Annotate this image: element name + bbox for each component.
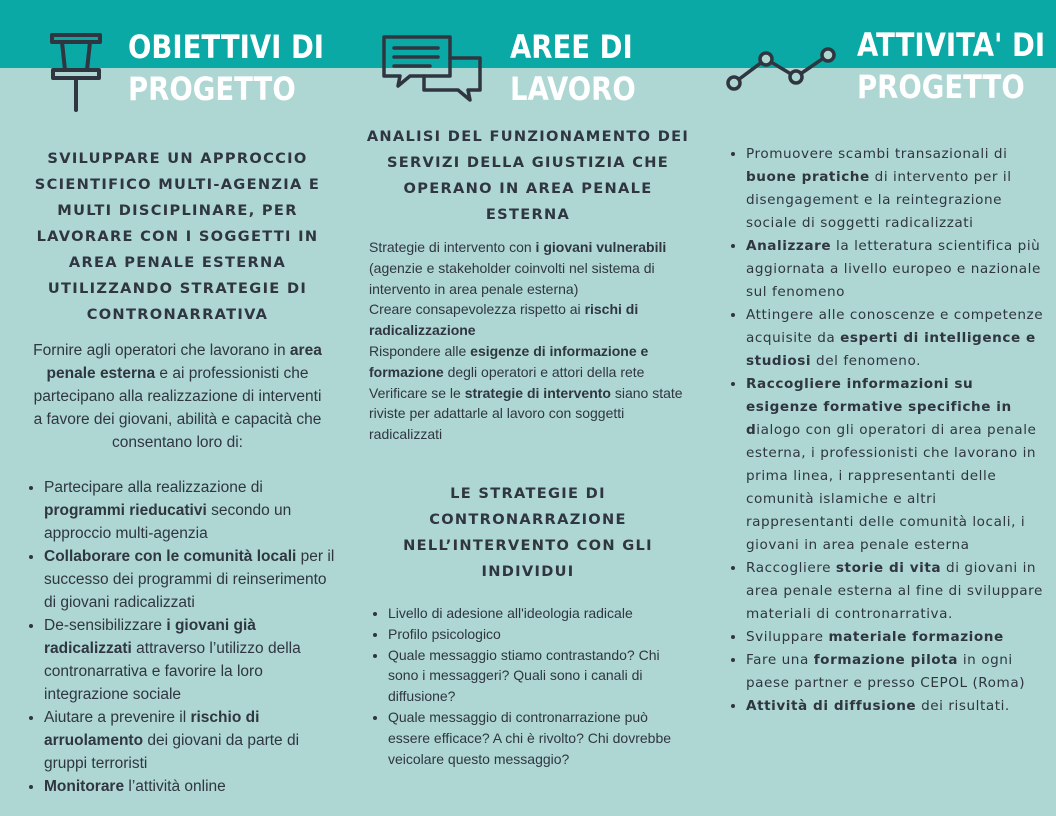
bold-text: esigenze di informazione e formazione <box>369 342 649 380</box>
list-item <box>746 143 1048 235</box>
bold-text: i giovani vulnerabili <box>535 239 667 255</box>
bold-text: area penale esterna <box>46 342 322 382</box>
activities-list <box>722 143 1048 718</box>
text-run: Raccogliere <box>746 560 836 576</box>
text-run: De-sensibilizzare <box>44 617 167 634</box>
bold-text: storie di vita <box>835 560 942 576</box>
text-run: attraverso l’utilizzo della contronarrativa e favorire la loro integrazione sociale <box>44 640 301 703</box>
list-item <box>388 624 686 645</box>
work-areas-heading: ANALISI DEL FUNZIONAMENTO DEI SERVIZI DELLA GIUSTIZIA CHE OPERANO IN AREA PENALE ESTERNA <box>366 128 690 223</box>
list-item <box>388 603 686 624</box>
col1-title <box>128 26 324 110</box>
col1-title-line2: PROGETTO <box>128 70 296 108</box>
objectives-intro <box>10 339 345 454</box>
list-item <box>746 373 1048 557</box>
text-run: siano state riviste per adattarle al lavoro con soggetti radicalizzati <box>369 384 683 443</box>
text-run: Promuovere scambi transazionali di <box>746 146 1008 162</box>
paragraph <box>369 299 688 341</box>
list-item <box>746 235 1048 304</box>
text-run: Quale messaggio stiamo contrastando? Chi sono i messaggeri? Quali sono i canali di diffusione? <box>388 646 660 705</box>
list-item <box>44 706 337 775</box>
paragraph <box>369 341 688 383</box>
list-item <box>44 775 337 798</box>
objectives-heading: SVILUPPARE UN APPROCCIO SCIENTIFICO MULTI-AGENZIA E MULTI DISCIPLINARE, PER LAVORARE CON I SOGGETTI IN AREA PENALE ESTERNA UTILIZZANDO STRATEGIE DI CONTRONARRATIVA <box>34 150 321 323</box>
text-run: Strategie di intervento con <box>369 239 536 255</box>
column-objectives <box>10 146 345 798</box>
col2-title <box>510 26 636 110</box>
col1-title-line1: OBIETTIVI DI <box>128 28 325 66</box>
text-run: Aiutare a prevenire il <box>44 709 191 726</box>
text-run: di intervento per il disengagement e la reintegrazione sociale di soggetti radicalizzati <box>746 169 1012 231</box>
list-item <box>44 545 337 614</box>
col2-title-line1: AREE DI <box>510 28 633 66</box>
text-run: di giovani in area penale esterna al fine di sviluppare materiali di contronarrativa. <box>746 560 1043 622</box>
list-item <box>746 649 1048 695</box>
counter-narrative-heading: LE STRATEGIE DI CONTRONARRAZIONE NELL’INTERVENTO CON GLI INDIVIDUI <box>403 484 653 580</box>
text-run: Partecipare alla realizzazione di <box>44 479 263 496</box>
bold-text: rischi di radicalizzazione <box>369 301 639 339</box>
col2-title-line2: LAVORO <box>510 70 636 108</box>
text-run: Fare una <box>746 652 814 668</box>
text-run: e ai professionisti che partecipano alla realizzazione di interventi a favore dei giovani, abilità e capacità che consentano loro di: <box>33 365 322 451</box>
text-run: Attingere alle conoscenze e competenze acquisite da <box>746 307 1044 346</box>
text-run: Rispondere alle <box>369 342 471 359</box>
text-run: del fenomeno. <box>811 353 921 369</box>
column-activities <box>722 143 1048 718</box>
bold-text: Attività di diffusione <box>746 698 917 714</box>
bold-text: programmi rieducativi <box>44 502 207 519</box>
text-run: Quale messaggio di contronarrazione può essere efficace? A chi è rivolto? Chi dovrebbe veicolare questo messaggio? <box>388 708 672 767</box>
text-run: Livello di adesione all'ideologia radicale <box>388 604 633 621</box>
pin-icon <box>48 30 104 114</box>
bold-text: materiale formazione <box>828 629 1004 645</box>
list-item <box>746 557 1048 626</box>
text-run: secondo un approccio multi-agenzia <box>44 502 292 542</box>
text-run: Verificare se le <box>369 384 465 401</box>
bold-text: Raccogliere informazioni su esigenze formative specifiche in d <box>746 376 1012 438</box>
list-item <box>746 695 1048 718</box>
text-run: Fornire agli operatori che lavorano in <box>33 342 290 359</box>
bold-text: buone pratiche <box>746 169 870 185</box>
bold-text: esperti di intelligence e studiosi <box>746 330 1036 369</box>
paragraph <box>369 383 688 445</box>
text-run: Sviluppare <box>746 629 829 645</box>
list-item <box>388 645 686 707</box>
column-work-areas <box>358 124 698 769</box>
col3-title-line2: PROGETTO <box>857 68 1025 106</box>
list-item <box>388 707 686 769</box>
bold-text: i giovani già radicalizzati <box>44 617 256 657</box>
text-run: Profilo psicologico <box>388 625 501 642</box>
work-areas-body <box>358 237 698 445</box>
text-run: la letteratura scientifica più aggiornata a livello europeo e nazionale sul fenomeno <box>746 238 1041 300</box>
paragraph <box>369 237 688 299</box>
line-chart-icon <box>724 44 840 94</box>
text-run: dei giovani da parte di gruppi terroristi <box>44 732 300 772</box>
bold-text: Monitorare <box>44 778 125 795</box>
col3-title <box>857 24 1045 108</box>
list-item <box>44 476 337 545</box>
bold-text: formazione pilota <box>813 652 958 668</box>
counter-narrative-list <box>358 603 698 769</box>
text-run: dei risultati. <box>916 698 1010 714</box>
col3-title-line1: ATTIVITA' DI <box>857 26 1046 64</box>
text-run: l’attività online <box>124 778 226 795</box>
bold-text: Analizzare <box>746 238 832 254</box>
list-item <box>746 626 1048 649</box>
chat-bubbles-icon <box>382 34 484 104</box>
text-run: in ogni paese partner e presso CEPOL (Roma) <box>746 652 1026 691</box>
list-item <box>44 614 337 706</box>
bold-text: strategie di intervento <box>464 384 611 401</box>
text-run: per il successo dei programmi di reinserimento di giovani radicalizzati <box>44 548 335 611</box>
objectives-list <box>10 476 345 798</box>
bold-text: rischio di arruolamento <box>44 709 260 749</box>
text-run: ialogo con gli operatori di area penale esterna, i professionisti che lavorano in prima linea, i rappresentanti delle comunità islamiche e altri rappresentanti delle comunità locali, i giovani in area penale esterna <box>746 422 1037 553</box>
text-run: Creare consapevolezza rispetto ai <box>369 301 585 318</box>
text-run: degli operatori e attori della rete <box>443 363 645 380</box>
bold-text: Collaborare con le comunità locali <box>44 548 297 565</box>
text-run: (agenzie e stakeholder coinvolti nel sistema di intervento in area penale esterna) <box>369 259 655 297</box>
list-item <box>746 304 1048 373</box>
